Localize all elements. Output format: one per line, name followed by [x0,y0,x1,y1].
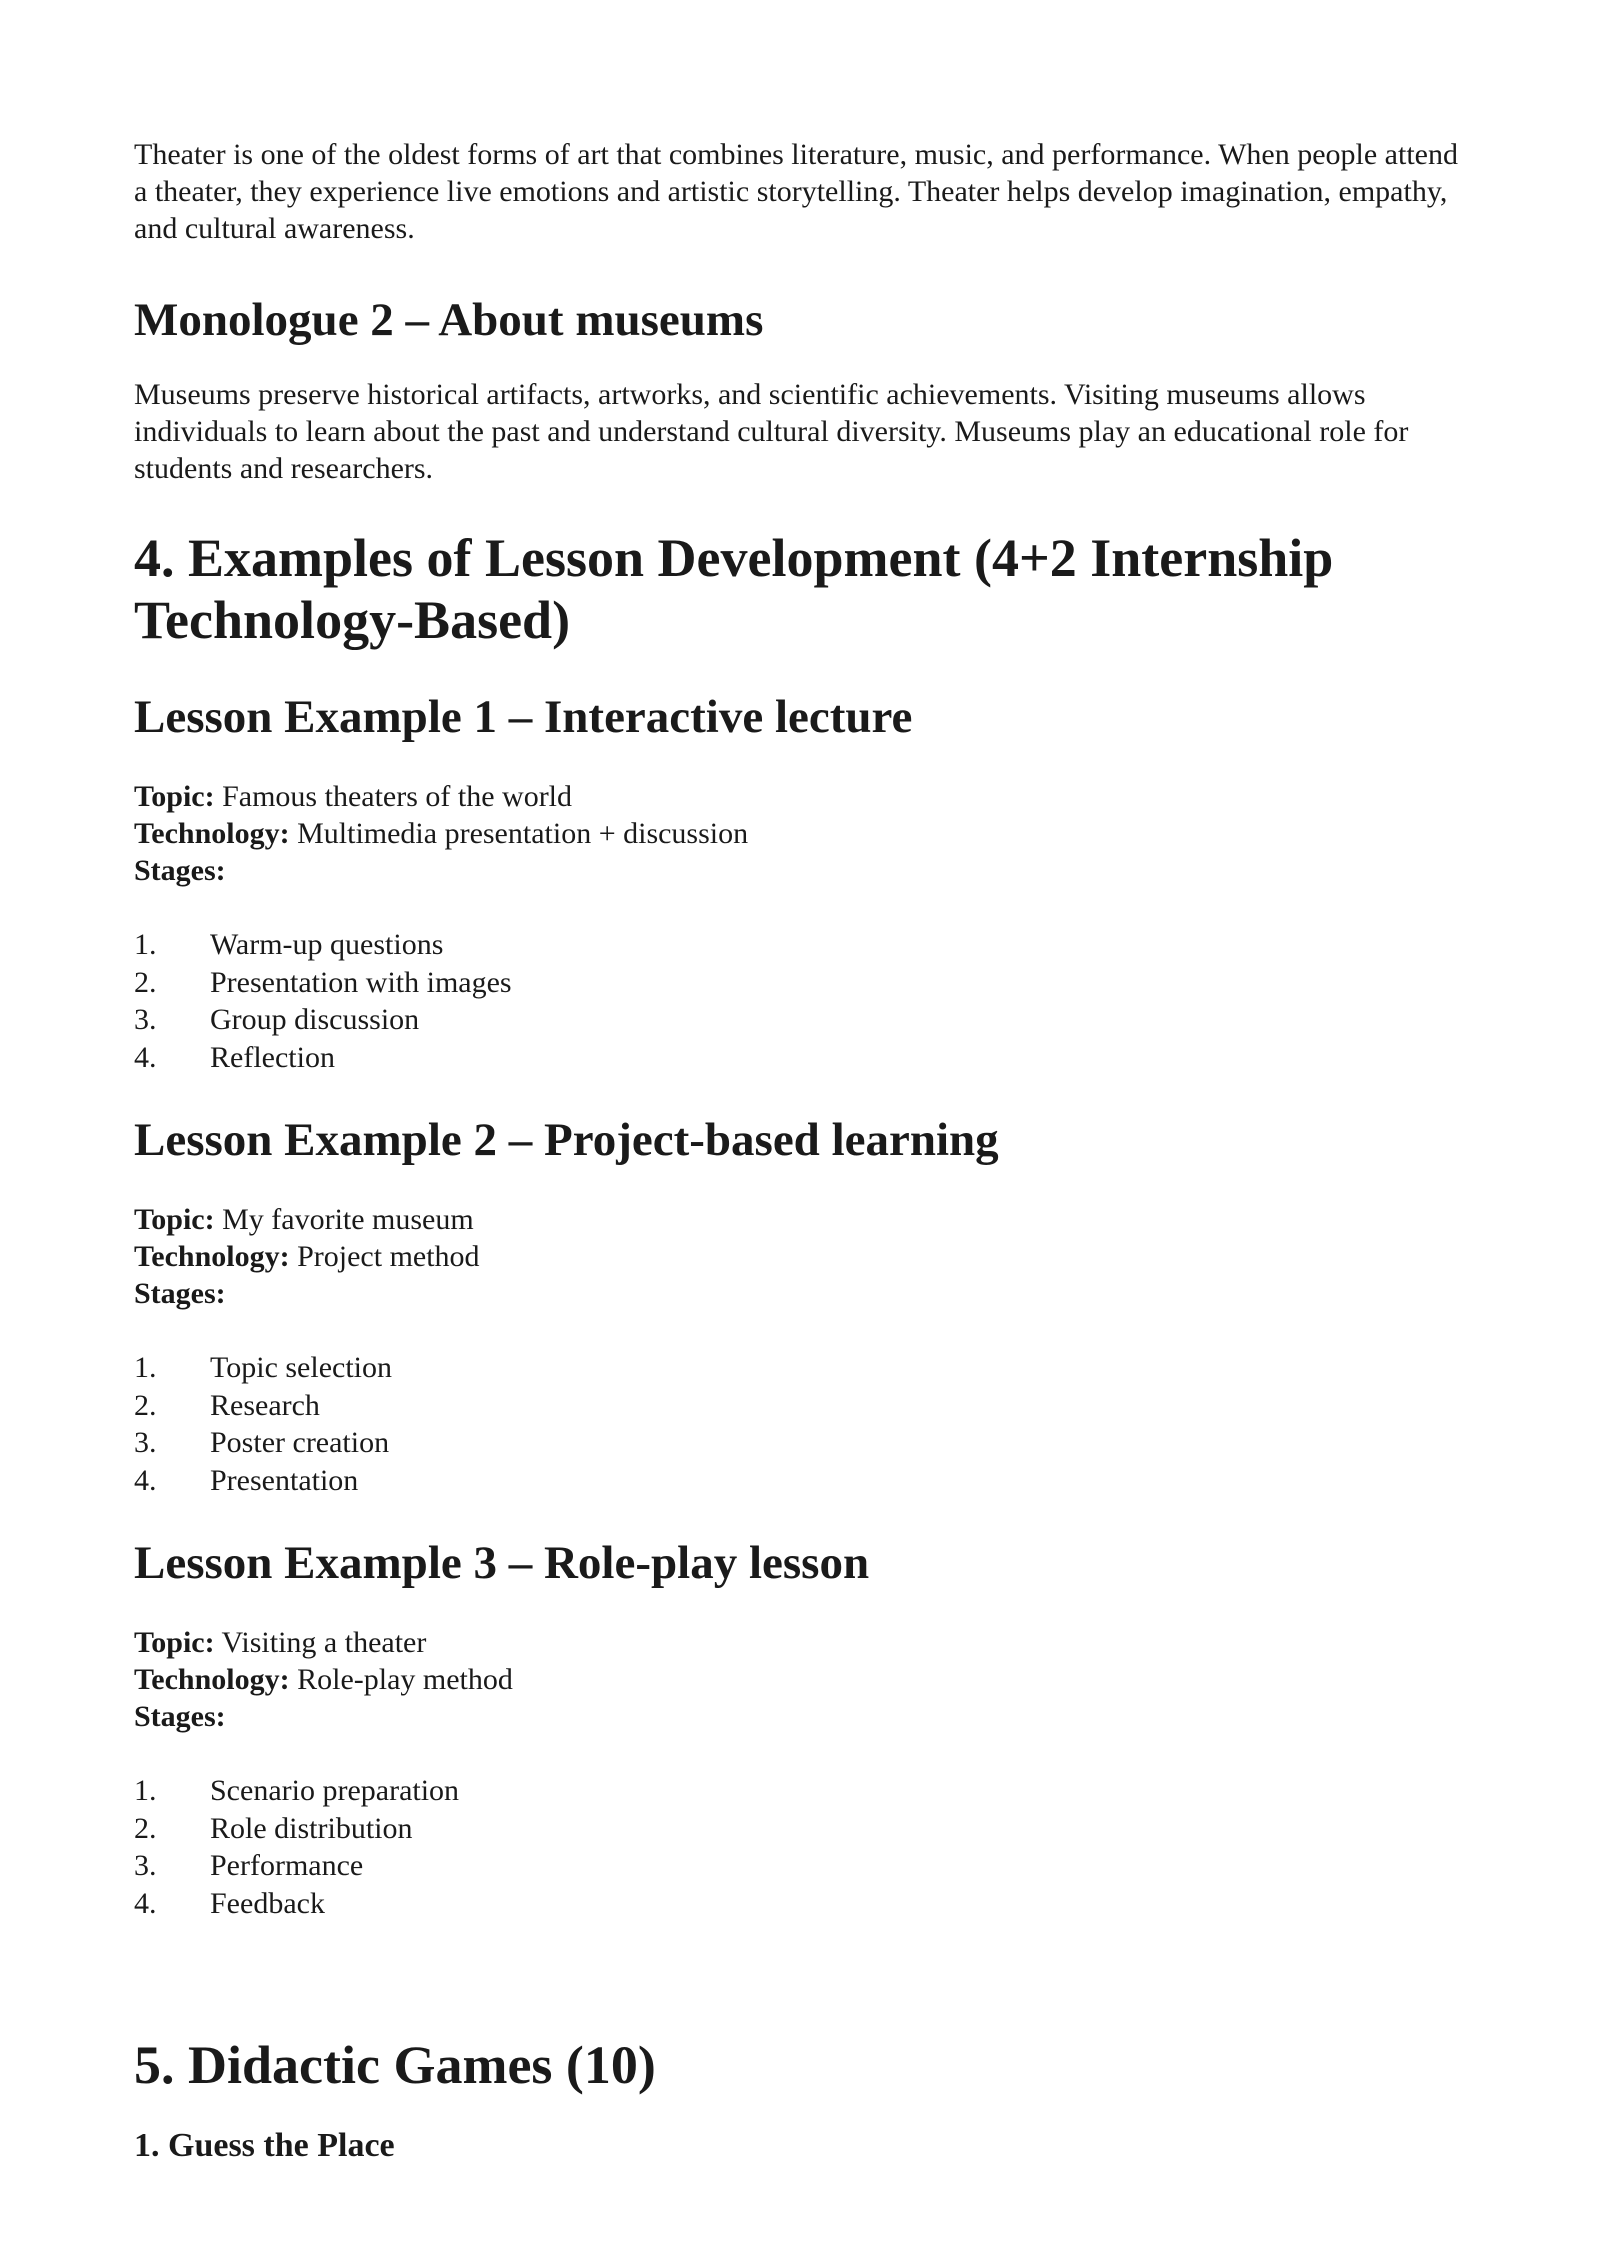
stages-label: Stages: [134,1700,226,1733]
lesson-1-stages [134,926,1474,1076]
list-number: 3. [134,1003,157,1036]
lesson-3-topic [134,1624,1474,1661]
list-text: Scenario preparation [210,1774,460,1807]
lesson-1-heading: Lesson Example 1 – Interactive lecture [134,691,913,743]
list-item [134,1462,1474,1500]
lesson-3-technology [134,1661,1474,1698]
list-item [134,1847,1474,1885]
list-text: Group discussion [210,1003,420,1036]
technology-value: Multimedia presentation + discussion [289,817,749,850]
list-item [134,1810,1474,1848]
section-4-heading: 4. Examples of Lesson Development (4+2 Internship Technology-Based) [134,528,1334,650]
list-item [134,1387,1474,1425]
lesson-1-stages-label [134,852,1474,889]
technology-label: Technology: [134,1663,290,1696]
topic-label: Topic: [134,1203,215,1236]
list-number: 2. [134,1388,157,1422]
list-item [134,1772,1474,1810]
list-number: 4. [134,1886,157,1920]
list-text: Poster creation [210,1426,390,1459]
list-item [134,964,1474,1002]
list-text: Feedback [210,1886,325,1920]
technology-label: Technology: [134,817,290,850]
technology-value: Project method [289,1240,480,1273]
topic-value: My favorite museum [214,1203,474,1236]
monologue-2-paragraph: Museums preserve historical artifacts, artworks, and scientific achievements. Visiting museums allows individuals to learn about the past and understand cultural diversity. Museums play an educational role for students and researchers. [134,378,1409,485]
list-item [134,1001,1474,1039]
list-item [134,1039,1474,1077]
lesson-2-topic [134,1201,1474,1238]
monologue-2-heading: Monologue 2 – About museums [134,294,764,346]
lesson-1-topic [134,778,1474,815]
lesson-2-stages [134,1349,1474,1499]
lesson-3-heading: Lesson Example 3 – Role-play lesson [134,1537,870,1589]
list-item [134,1349,1474,1387]
intro-paragraph: Theater is one of the oldest forms of art that combines literature, music, and performance. When people attend a theater, they experience live emotions and artistic storytelling. Theater helps develop imagination, empathy, and cultural awareness. [134,138,1458,245]
technology-value: Role-play method [289,1663,513,1696]
lesson-3-meta [134,1624,1474,1735]
section-5-heading: 5. Didactic Games (10) [134,2035,656,2095]
topic-value: Visiting a theater [214,1626,427,1659]
topic-label: Topic: [134,780,215,813]
lesson-1-technology [134,815,1474,852]
list-item [134,1885,1474,1923]
list-text: Role distribution [210,1811,413,1845]
list-item [134,926,1474,964]
stages-label: Stages: [134,1277,226,1310]
list-number: 4. [134,1463,157,1497]
list-number: 2. [134,1811,157,1845]
list-text: Presentation with images [210,965,512,999]
list-text: Presentation [210,1463,359,1497]
topic-label: Topic: [134,1626,215,1659]
list-number: 1. [134,1351,157,1384]
list-text: Research [210,1388,320,1422]
lesson-1-meta [134,778,1474,889]
lesson-2-stages-label [134,1275,1474,1312]
lesson-3-stages-label [134,1698,1474,1735]
list-number: 1. [134,928,157,961]
stages-label: Stages: [134,854,226,887]
list-number: 3. [134,1849,157,1882]
list-number: 1. [134,1774,157,1807]
list-number: 2. [134,965,157,999]
list-text: Performance [210,1849,364,1882]
list-text: Reflection [210,1040,335,1074]
document-page [134,0,1474,2166]
lesson-3-stages [134,1772,1474,1922]
game-1-heading: 1. Guess the Place [134,2127,395,2164]
list-number: 3. [134,1426,157,1459]
lesson-2-technology [134,1238,1474,1275]
list-item [134,1424,1474,1462]
lesson-2-meta [134,1201,1474,1312]
lesson-2-heading: Lesson Example 2 – Project-based learning [134,1114,999,1166]
topic-value: Famous theaters of the world [214,780,573,813]
list-number: 4. [134,1040,157,1074]
list-text: Warm-up questions [210,928,444,961]
list-text: Topic selection [210,1351,393,1384]
technology-label: Technology: [134,1240,290,1273]
